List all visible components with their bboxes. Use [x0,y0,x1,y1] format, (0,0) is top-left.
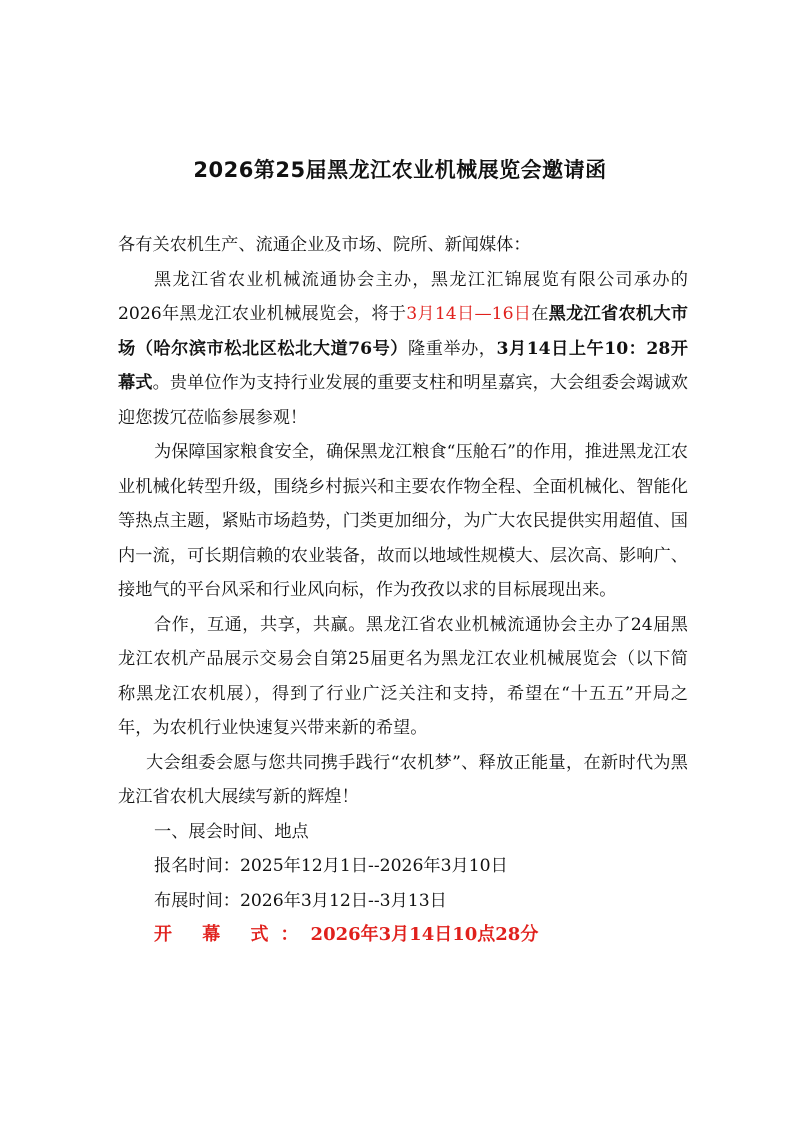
opening-ceremony-label: 开 幕 式： [154,924,311,945]
paragraph-history: 合作，互通，共享，共赢。黑龙江省农业机械流通协会主办了24届黑龙江农机产品展示交易会自第25届更名为黑龙江农业机械展览会（以下简称黑龙江农机展），得到了行业广泛关注和支持，希望在“十五五”开局之年，为农机行业快速复兴带来新的希望。 [118,614,688,738]
paragraph-intro [118,263,688,436]
salutation: 各有关农机生产、流通企业及市场、院所、新闻媒体： [118,235,531,255]
setup-time: 布展时间：2026年3月12日--3月13日 [154,890,447,911]
paragraph-closing: 大会组委会愿与您共同携手践行“农机梦”、释放正能量，在新时代为黑龙江省农机大展续写新的辉煌！ [118,752,688,807]
page-title: 2026第25届黑龙江农业机械展览会邀请函 [193,158,607,182]
paragraph-purpose: 为保障国家粮食安全，确保黑龙江粮食“压舱石”的作用，推进黑龙江农业机械化转型升级，围绕乡村振兴和主要农作物全程、全面机械化、智能化等热点主题，紧贴市场趋势，门类更加细分，为广大农民提供实用超值、国内一流，可长期信赖的农业装备，故而以地域性规模大、层次高、影响广、接地气的平台风采和行业风向标，作为孜孜以求的目标展现出来。 [118,442,688,600]
registration-time: 报名时间：2025年12月1日--2026年3月10日 [154,856,508,876]
exhibition-dates: 3月14日—16日 [406,304,532,324]
intro-text-b: 在 [531,304,549,324]
opening-ceremony-time: 3月14日上午10：28开幕式 [118,338,688,393]
venue: 黑龙江省农机大市场（哈尔滨市松北区松北大道76号） [118,304,688,359]
opening-ceremony-value: 2026年3月14日10点28分 [310,924,539,945]
opening-ceremony-row [118,918,688,953]
intro-text-d: 。贵单位作为支持行业发展的重要支柱和明星嘉宾，大会组委会竭诚欢迎您拨冗莅临参展参观！ [118,373,688,428]
intro-text-a: 黑龙江省农业机械流通协会主办，黑龙江汇锦展览有限公司承办的2026年黑龙江农业机械展览会，将于 [118,269,688,324]
letter-body [118,228,688,953]
section-heading-time-place: 一、展会时间、地点 [154,821,309,842]
intro-text-c: 隆重举办， [407,338,497,359]
